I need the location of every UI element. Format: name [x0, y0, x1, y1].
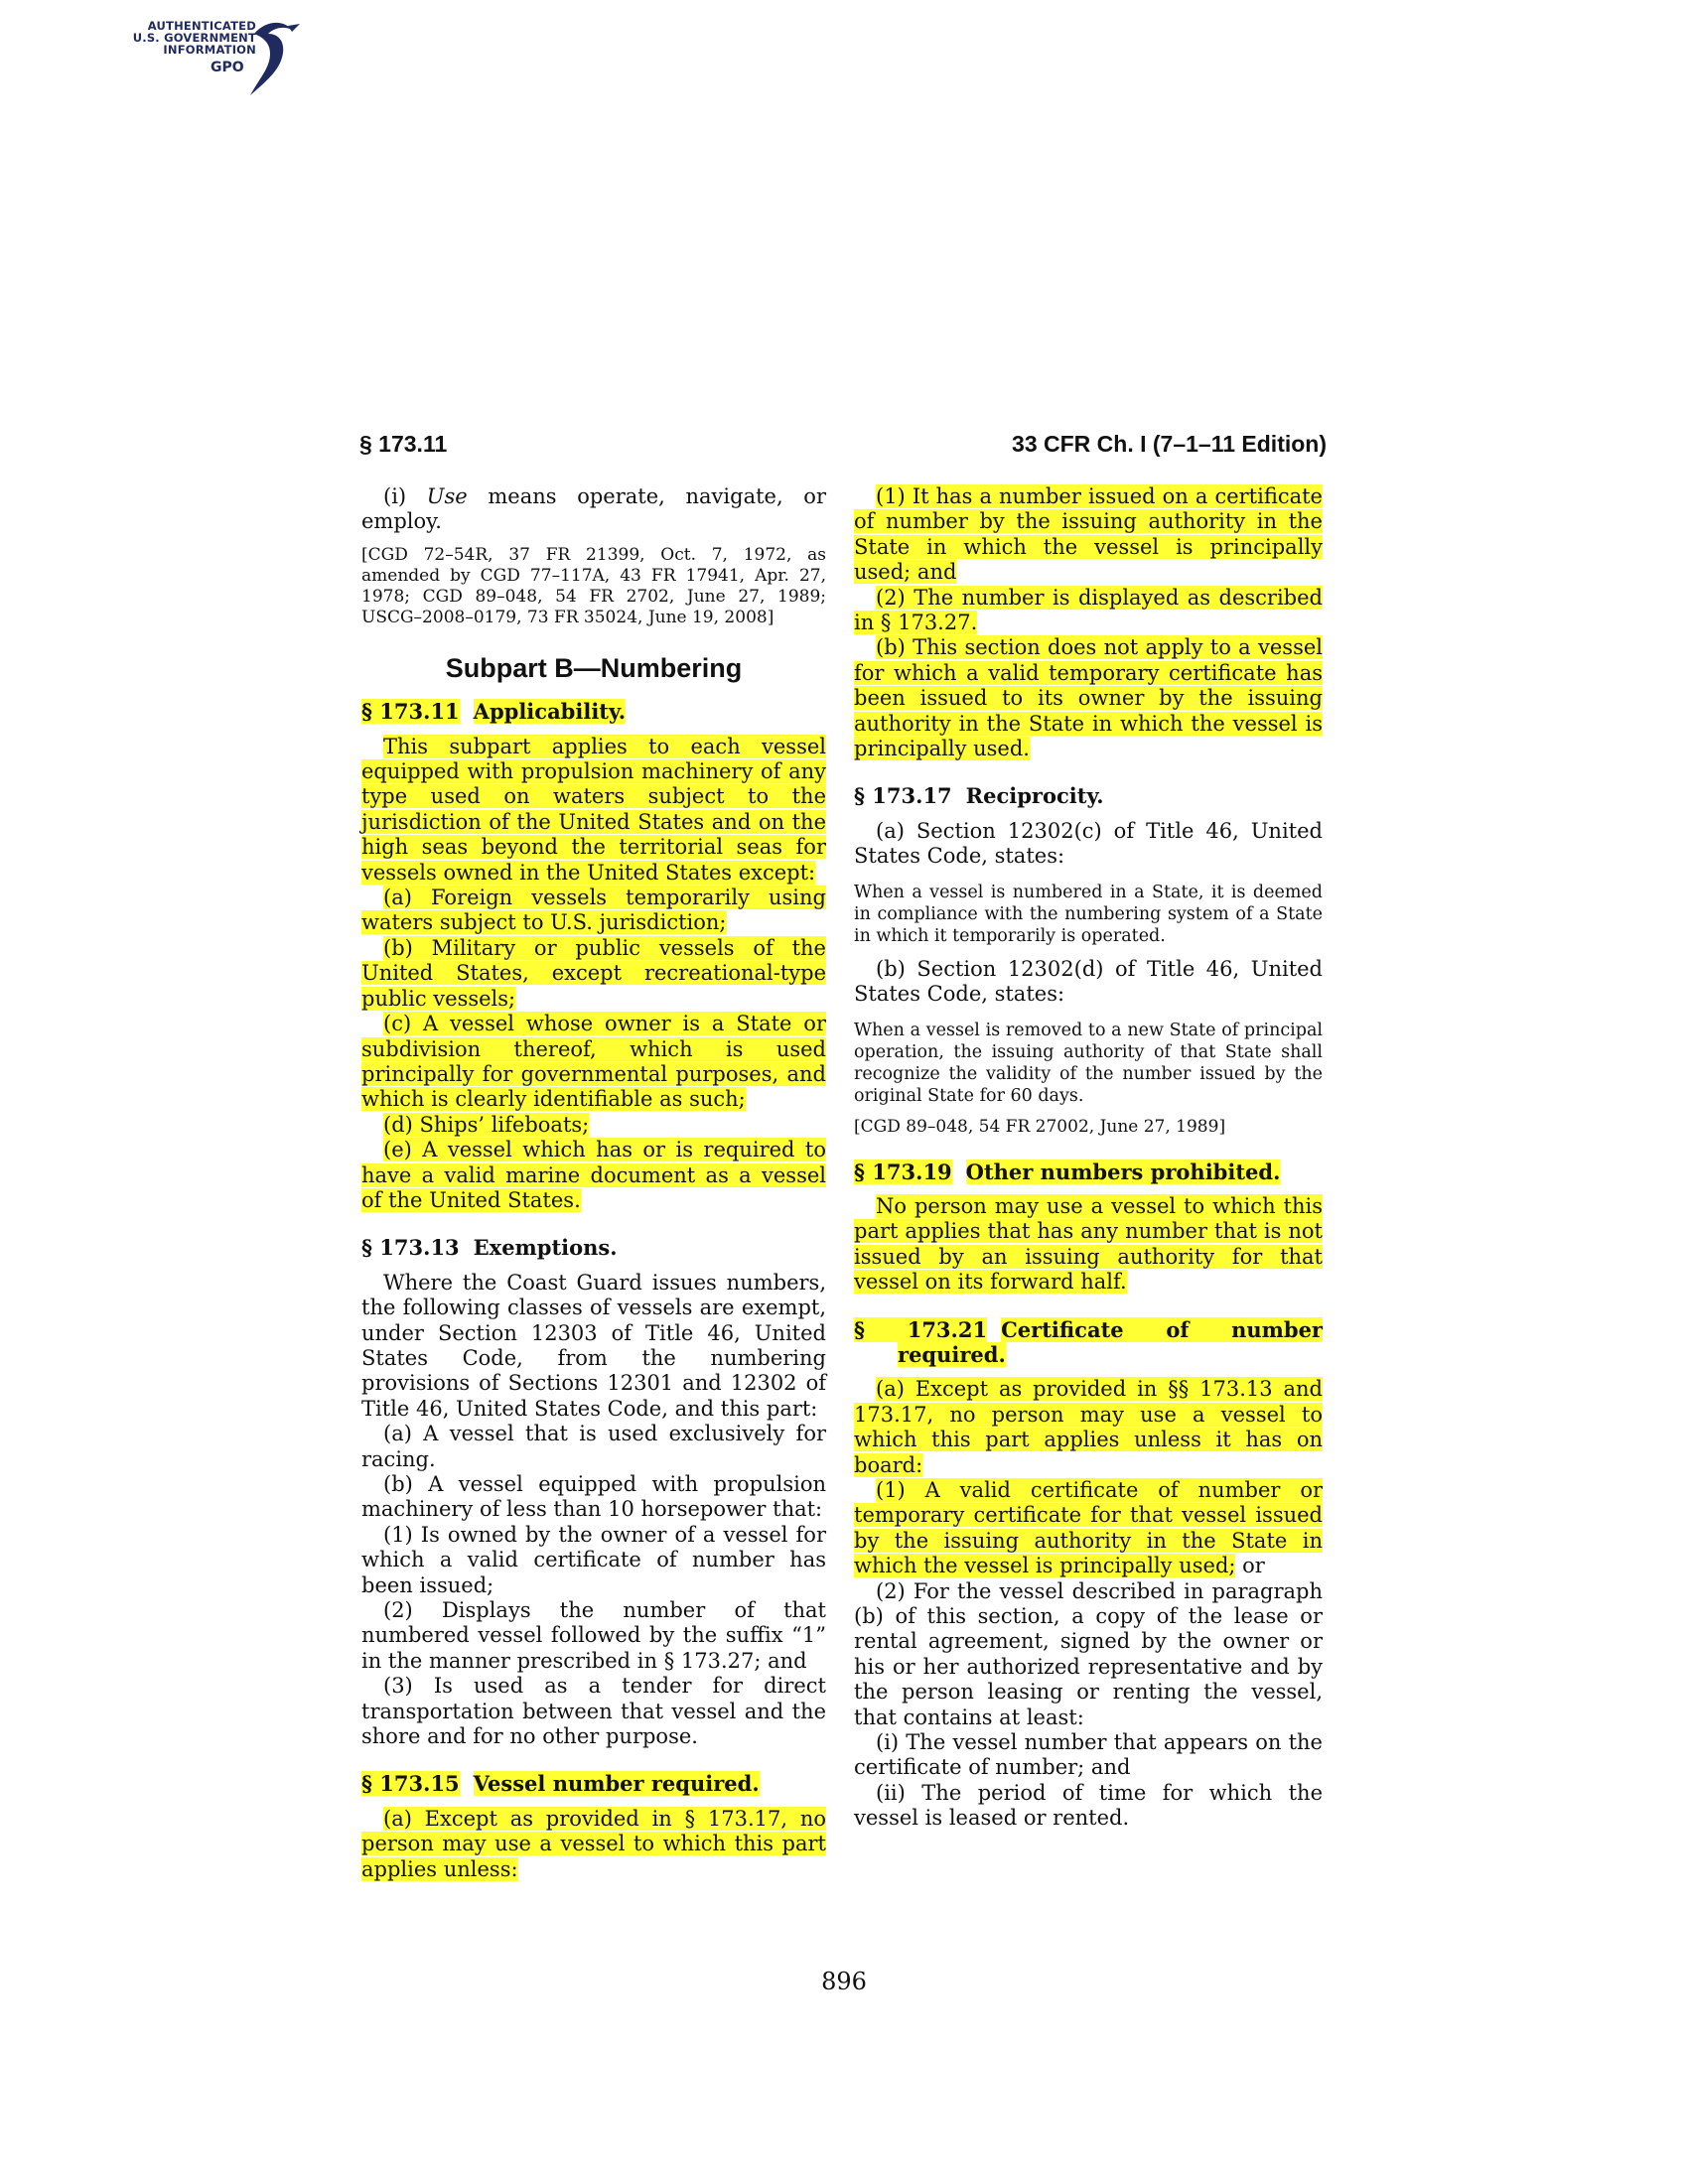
running-head-title: 33 CFR Ch. I (7–1–11 Edition): [1012, 431, 1327, 457]
logo-line-1: AUTHENTICATED: [147, 19, 256, 33]
s17321-a2ii: (ii) The period of time for which the vessel is leased or rented.: [854, 1780, 1323, 1831]
s17319-text: No person may use a vessel to which this part applies that has any number that is not issued by an issuing authority for that vessel on its forward half.: [854, 1193, 1323, 1295]
s17313-a: (a) A vessel that is used exclusively for racing.: [361, 1422, 826, 1471]
s17321-a2i: (i) The vessel number that appears on the certificate of number; and: [854, 1730, 1323, 1780]
s17313-b2: (2) Displays the number of that numbered vessel followed by the suffix “1” in the manner prescribed in § 173.27; and: [361, 1598, 826, 1673]
citation-s17317: [CGD 89–048, 54 FR 27002, June 27, 1989]: [854, 1116, 1226, 1137]
use-definition: (i) Use means operate, navigate, or employ.: [361, 484, 826, 534]
s17317-a-quote: When a vessel is numbered in a State, it is deemed in compliance with the numbering system of a State in which it temporarily is operated.: [854, 882, 1323, 946]
s17321-a2: (2) For the vessel described in paragraph (b) of this section, a copy of the lease or rental agreement, signed by the owner or his or her authorized representative and by the person leasing or renting the vessel, that contains at least:: [854, 1578, 1323, 1729]
use-term: Use: [426, 484, 468, 508]
s17313-b3: (3) Is used as a tender for direct transportation between that vessel and the shore and for no other purpose.: [361, 1674, 826, 1749]
s17311-c: (c) A vessel whose owner is a State or subdivision thereof, which is used principally for governmental purposes, and which is clearly identifiable as such;: [361, 1012, 826, 1112]
s17315-a1: (1) It has a number issued on a certificate of number by the issuing authority in the State in which the vessel is principally used; and: [854, 484, 1323, 585]
s17311-d: (d) Ships’ lifeboats;: [383, 1112, 590, 1137]
section-heading-173-17: § 173.17 Reciprocity.: [854, 783, 1104, 809]
section-heading-173-21: § 173.21 Certificate of number required.: [854, 1316, 1323, 1367]
section-heading-173-19: § 173.19 Other numbers prohibited.: [854, 1159, 1281, 1184]
s17313-b1: (1) Is owned by the owner of a vessel for which a valid certificate of number has been issued;: [361, 1522, 826, 1597]
eagle-icon: [226, 12, 306, 101]
s17313-b: (b) A vessel equipped with propulsion machinery of less than 10 horsepower that:: [361, 1472, 826, 1522]
s17311-b: (b) Military or public vessels of the United States, except recreational-type public vessels;: [361, 935, 826, 1011]
left-column: [361, 484, 826, 1882]
right-column: [854, 484, 1323, 1832]
logo-line-3: INFORMATION: [163, 43, 256, 57]
s17317-a: (a) Section 12302(c) of Title 46, United States Code, states:: [854, 818, 1323, 869]
s17321-a: (a) Except as provided in §§ 173.13 and 173.17, no person may use a vessel to which this part applies unless it has on board:: [854, 1377, 1323, 1477]
subpart-heading: Subpart B—Numbering: [445, 652, 743, 683]
s17315-b: (b) This section does not apply to a vessel for which a valid temporary certificate has been issued to its owner by the issuing authority in the State in which the vessel is principally used.: [854, 635, 1323, 761]
logo-gpo-text: GPO: [211, 60, 244, 75]
section-heading-173-15: § 173.15 Vessel number required.: [361, 1771, 760, 1797]
section-heading-173-13: § 173.13 Exemptions.: [361, 1235, 618, 1261]
logo-line-2: U.S. GOVERNMENT: [132, 31, 256, 45]
citation-left: [CGD 72–54R, 37 FR 21399, Oct. 7, 1972, as amended by CGD 77–117A, 43 FR 17941, Apr. 27, 1978; CGD 89–048, 54 FR 2702, June 27, 1989; USCG–2008–0179, 73 FR 35024, June 19, 2008]: [361, 544, 826, 627]
gpo-authentication-logo: [127, 12, 306, 101]
s17317-b-quote: When a vessel is removed to a new State of principal operation, the issuing authority of that State shall recognize the validity of the number issued by the original State for 60 days.: [854, 1020, 1323, 1106]
s17313-intro: Where the Coast Guard issues numbers, the following classes of vessels are exempt, under Section 12303 of Title 46, United States Code, from the numbering provisions of Sections 12301 and 12302 of Title 46, United States Code, and this part:: [361, 1270, 826, 1421]
s17321-a1: (1) A valid certificate of number or temporary certificate for that vessel issued by the issuing authority in the State in which the vessel is principally used; or: [854, 1477, 1323, 1578]
s17315-a2: (2) The number is displayed as described in § 173.27.: [854, 585, 1323, 635]
s17317-b: (b) Section 12302(d) of Title 46, United States Code, states:: [854, 956, 1323, 1007]
s17315-a: (a) Except as provided in § 173.17, no person may use a vessel to which this part applies unless:: [361, 1806, 826, 1881]
section-heading-173-11: § 173.11 Applicability.: [361, 699, 627, 725]
running-head-section: § 173.11: [359, 431, 448, 457]
s17311-a: (a) Foreign vessels temporarily using waters subject to U.S. jurisdiction;: [361, 886, 826, 935]
s17311-intro: This subpart applies to each vessel equipped with propulsion machinery of any type used on waters subject to the jurisdiction of the United States and on the high seas beyond the territorial seas for vessels owned in the United States except:: [361, 734, 826, 885]
s17311-e: (e) A vessel which has or is required to have a valid marine document as a vessel of the United States.: [361, 1138, 826, 1212]
page-number: 896: [821, 1968, 867, 1995]
